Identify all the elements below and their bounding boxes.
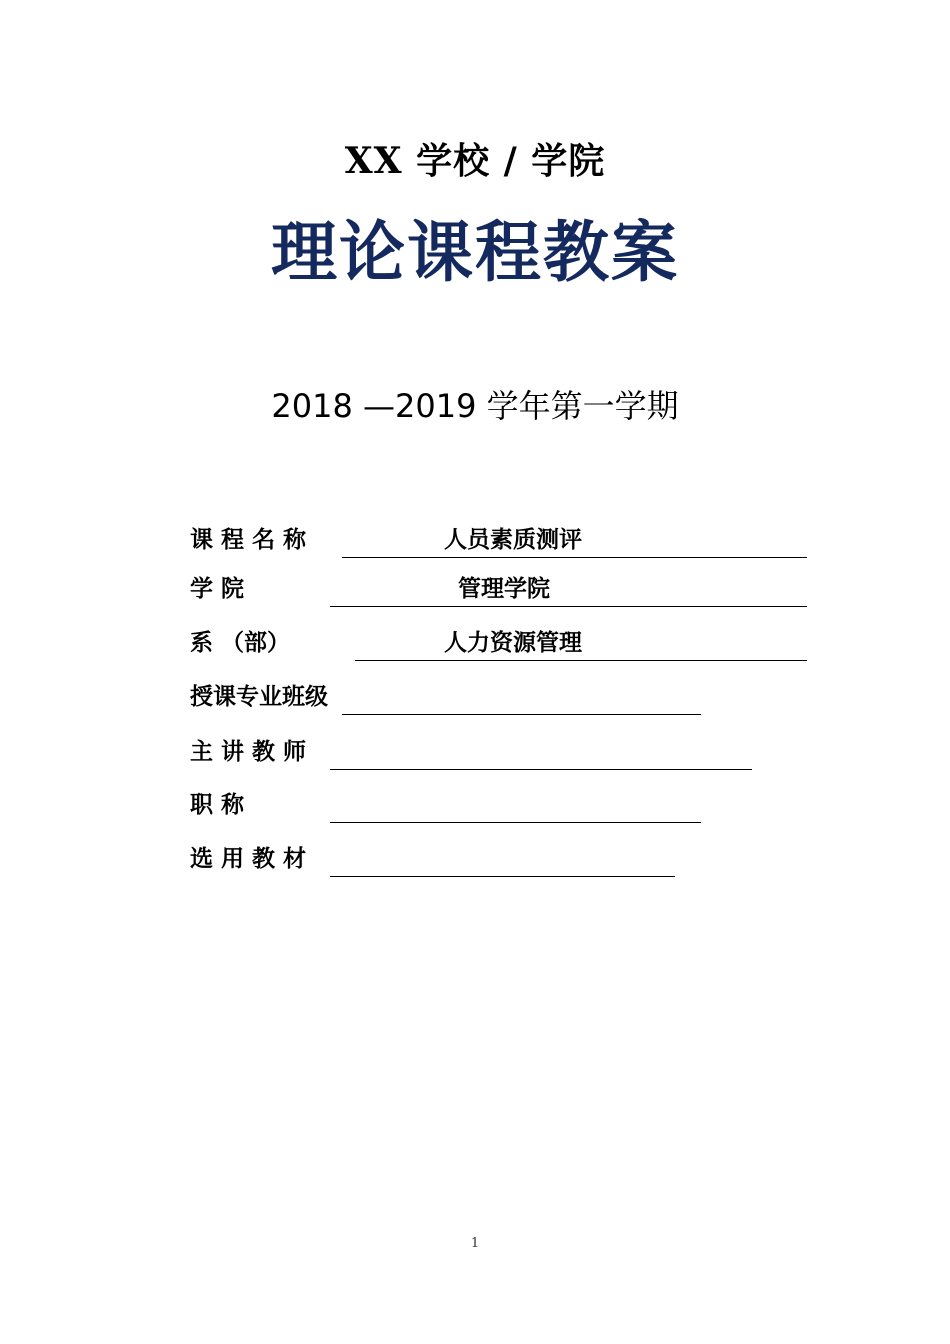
school-name: XX 学校 / 学院	[344, 140, 606, 182]
field-underline	[330, 606, 807, 607]
field-label: 职 称	[190, 791, 245, 818]
field-label: 选 用 教 材	[190, 845, 307, 872]
field-underline	[330, 769, 752, 770]
academic-term: 2018 —2019 学年第一学期	[271, 387, 679, 425]
field-label: 主 讲 教 师	[190, 738, 307, 765]
field-label: 课 程 名 称	[190, 526, 307, 553]
field-underline	[342, 557, 807, 558]
field-value[interactable]: 管理学院	[458, 575, 550, 602]
field-value[interactable]: 人力资源管理	[444, 629, 582, 656]
field-value[interactable]: 人员素质测评	[444, 526, 582, 553]
field-row-lecturer	[0, 730, 950, 770]
field-underline	[355, 660, 807, 661]
field-label: 授课专业班级	[190, 683, 328, 710]
field-underline	[342, 714, 701, 715]
field-row-title	[0, 783, 950, 823]
page-number: 1	[470, 1236, 480, 1251]
field-label: 系 （部）	[190, 629, 291, 656]
document-title: 理论课程教案	[271, 214, 679, 291]
field-row-course-name	[0, 518, 950, 558]
field-label: 学 院	[190, 575, 245, 602]
field-underline	[330, 822, 701, 823]
field-row-department	[0, 621, 950, 661]
field-row-class	[0, 675, 950, 715]
field-row-college	[0, 567, 950, 607]
field-underline	[330, 876, 675, 877]
field-row-textbook	[0, 837, 950, 877]
